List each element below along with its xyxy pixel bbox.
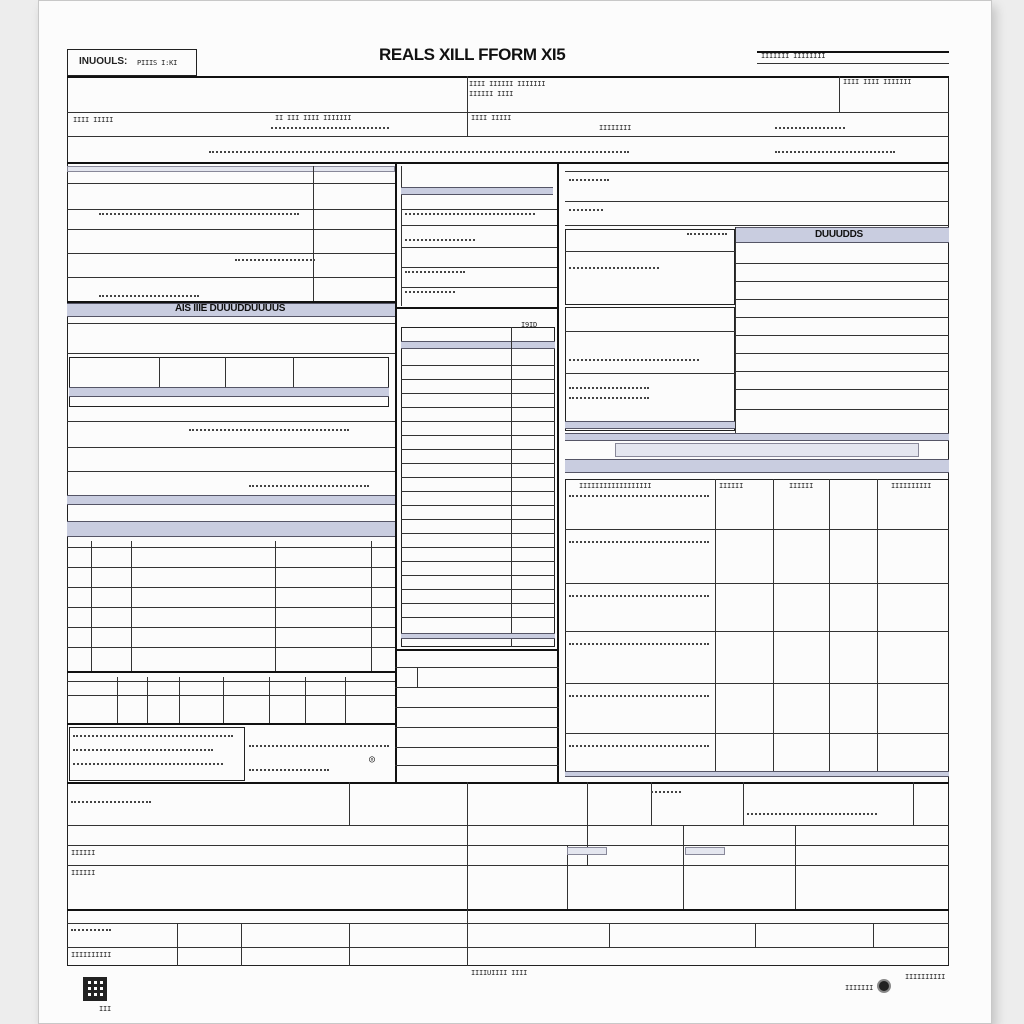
low-dots-1 [71,801,151,806]
note-dots-5 [249,769,329,774]
seal-icon [877,979,891,993]
rg-dots-4 [569,643,709,648]
footer-left: III [99,1005,112,1013]
right-band-4 [565,459,949,473]
c-foot-6 [395,747,559,748]
left-inner-table [69,357,389,407]
c-dots-1 [405,213,535,218]
header-label: INUOULS: [79,56,128,67]
c-foot-5 [395,727,559,728]
low-v-8 [683,825,684,909]
c-row-3 [401,247,557,248]
rg-v-2 [773,479,774,773]
low-row-0 [67,782,949,784]
low-v-6 [913,782,914,825]
rr-row-6 [735,353,949,354]
rg-row-5 [565,733,949,734]
cl-row-15 [401,561,555,562]
rr-row-7 [735,371,949,372]
ltab-v-3 [275,541,276,671]
main-vline-2 [557,162,559,782]
note-dots-3 [73,763,223,768]
grid-header-3: IIIIII [789,482,814,490]
ltab-row-0 [67,547,395,548]
left-row-1 [67,183,395,184]
ltab-v-1 [91,541,92,671]
lfoot-v-4 [223,677,224,723]
inner-v-1 [159,357,160,387]
rr-row-9 [735,409,949,410]
c-foot-3 [395,687,559,688]
low-row-4 [67,909,949,911]
mid-field-b: IIIIII IIII [469,90,514,98]
right-grid [565,479,949,773]
dotted-row-2 [209,151,629,156]
rs2-dots-3 [569,397,649,402]
rg-dots-3 [569,595,709,600]
ltab-row-1 [67,567,395,568]
rg-dots-5 [569,695,709,700]
low-row-2 [67,845,949,846]
left-row-3 [67,229,395,230]
dotted-row-1 [271,127,389,132]
lfoot-row-3 [67,723,395,725]
low-v-14 [609,923,610,947]
rg-foot-band [565,771,949,777]
cl-row-1 [401,365,555,366]
low-v-4 [651,782,652,825]
rg-dots-2 [569,541,709,546]
c-foot-4 [395,707,559,708]
c-foot-7 [395,765,559,766]
cl-row-12 [401,519,555,520]
main-vline-1 [395,162,397,782]
left-row-4 [67,253,395,254]
lfoot-v-5 [269,677,270,723]
rg-v-4 [877,479,878,773]
inner-v-3 [293,357,294,387]
c-foot-v [417,667,418,687]
grid-header-4: IIIIIIIIII [891,482,932,490]
low-v-11 [177,923,178,966]
left-dots-3 [235,259,315,264]
cl-row-9 [401,477,555,478]
ltab-row-3 [67,607,395,608]
left-row-7 [67,323,395,324]
cl-row-3 [401,393,555,394]
left-inner-band [69,387,389,397]
cl-row-4 [401,407,555,408]
row-line-4 [67,162,949,164]
cl-row-7 [401,449,555,450]
ltab-v-4 [371,541,372,671]
note-dots-1 [73,735,233,740]
low-row-5 [67,923,949,924]
low-dots-4 [71,929,111,934]
low-v-9 [795,825,796,909]
rg-row-1 [565,529,949,530]
left-row-11 [67,471,395,472]
lfoot-v-1 [117,677,118,723]
rr-row-8 [735,389,949,390]
left-row-10 [67,447,395,448]
cl-row-19 [401,617,555,618]
r-row-1 [565,171,949,172]
low-v-1 [349,782,350,825]
cl-row-6 [401,435,555,436]
right-band-3 [615,443,919,457]
mid-field-a: IIII IIIIII IIIIIII [469,80,546,88]
col-field-a: IIIIII [71,849,96,857]
r-dots-2 [569,209,603,214]
ltab-v-2 [131,541,132,671]
low-v-2 [467,782,468,966]
rg-row-2 [565,583,949,584]
ltab-row-4 [67,627,395,628]
center-list-v [511,327,512,647]
cl-row-18 [401,603,555,604]
left-dots-2 [99,295,199,300]
c-dots-2 [405,239,475,244]
c-dots-4 [405,291,455,296]
cl-row-5 [401,421,555,422]
low-dots-2 [651,791,681,796]
ltab-row-5 [67,647,395,648]
footer-mid: IIIIUIIII IIII [471,969,528,977]
lfoot-v-7 [345,677,346,723]
low-row-6 [67,947,949,948]
low-v-7 [587,825,588,865]
rs2-row-1 [565,331,735,332]
left-dots-4 [189,429,349,434]
top-right-field-1: IIIIIII IIIIIIII [761,52,826,60]
right-sub-box-2 [565,307,735,431]
grid-header-2: IIIIII [719,482,744,490]
section-center-title: AIS IIIE DUUUDDUUUUS [175,303,286,314]
rr-row-3 [735,299,949,300]
right-band-2 [565,433,949,441]
low-row-1 [67,825,949,826]
left-field-b: IIII IIIII [471,114,512,122]
c-row-5 [401,287,557,288]
left-band-2 [67,495,395,505]
low-v-15 [755,923,756,947]
dotted-row-3 [775,127,845,132]
c-row-6 [395,307,559,309]
r-v-1 [735,227,736,433]
left-dots-1 [99,213,299,218]
left-row-5 [67,277,395,278]
low-v-12 [241,923,242,966]
low-v-13 [349,923,350,966]
left-band-3 [67,521,395,537]
cl-row-17 [401,589,555,590]
header-label-2: PIIIS I:KI [137,59,178,67]
low-band-1 [567,847,607,855]
left-vline-a [313,166,314,301]
rr-row-1 [735,263,949,264]
center-list-box [401,327,555,647]
rg-row-4 [565,683,949,684]
low-row-3 [67,865,949,866]
c-foot-1 [395,649,559,651]
left-field-c: IIIIIIII [599,124,632,132]
left-row-8 [67,353,395,354]
rs2-dots-2 [569,387,649,392]
lfoot-v-2 [147,677,148,723]
footer-right: IIIIIIIIII [905,973,946,981]
ltab-row-2 [67,587,395,588]
left-row-2 [67,209,395,210]
c-foot-2 [395,667,559,668]
cl-row-10 [401,491,555,492]
left-dots-5 [249,485,369,490]
col-field-c: IIIIIIIIII [71,951,112,959]
rs2-band [565,421,735,429]
row-line-1 [67,76,949,78]
note-dots-2 [73,749,213,754]
lfoot-v-6 [305,677,306,723]
left-field-a: IIII IIIII [73,116,114,124]
form-title: REALS XILL FFORM XI5 [379,45,566,64]
rg-v-3 [829,479,830,773]
hdr-vline-2 [839,76,840,112]
rs2-row-2 [565,373,735,374]
low-v-16 [873,923,874,947]
col-field-b: IIIIII [71,869,96,877]
rg-dots-6 [569,745,709,750]
cl-row-14 [401,547,555,548]
cl-row-8 [401,463,555,464]
cl-row-2 [401,379,555,380]
r-row-3 [565,225,949,226]
header-line-right-2 [757,63,949,64]
row-line-2 [67,112,949,113]
inner-v-2 [225,357,226,387]
c-row-2 [401,225,557,226]
rg-v-1 [715,479,716,773]
rs1-row [565,251,735,252]
top-right-field-2: IIII IIII IIIIIII [843,78,912,86]
center-code: I9ID [521,321,538,329]
note-dots-4 [249,745,389,750]
low-v-3 [587,782,588,825]
rr-row-2 [735,281,949,282]
rs1-dots [569,267,659,272]
r-row-2 [565,201,949,202]
footer-right-2: IIIIIII [845,984,874,992]
c-dots-3 [405,271,465,276]
lfoot-v-3 [179,677,180,723]
cl-row-11 [401,505,555,506]
mid-field-c: II III IIII IIIIIII [275,114,352,122]
row-line-3 [67,136,949,137]
center-band-1 [401,187,553,195]
r-dots-1 [569,179,609,184]
rs2-dots-1 [569,359,699,364]
low-v-5 [743,782,744,825]
c-row-4 [401,267,557,268]
left-row-9 [67,421,395,422]
ltab-row-6 [67,671,395,673]
qr-code-icon [83,977,107,1001]
c-row-1 [401,209,557,210]
grid-header-1: IIIIIIIIIIIIIIIIII [579,482,652,490]
hdr-vline-1 [467,76,468,136]
low-dots-3 [747,813,877,818]
low-band-2 [685,847,725,855]
section-right-title: DUUUDDS [815,229,863,240]
cl-row-13 [401,533,555,534]
center-list-foot [401,633,555,639]
form-sheet [38,0,992,1024]
center-list-band [401,341,555,349]
cl-row-16 [401,575,555,576]
rr-row-5 [735,335,949,336]
rg-row-3 [565,631,949,632]
note-mark: ◎ [369,754,375,765]
rg-dots-1 [569,495,709,500]
left-band-1 [67,166,395,172]
dotted-row-4 [775,151,895,156]
rr-row-4 [735,317,949,318]
